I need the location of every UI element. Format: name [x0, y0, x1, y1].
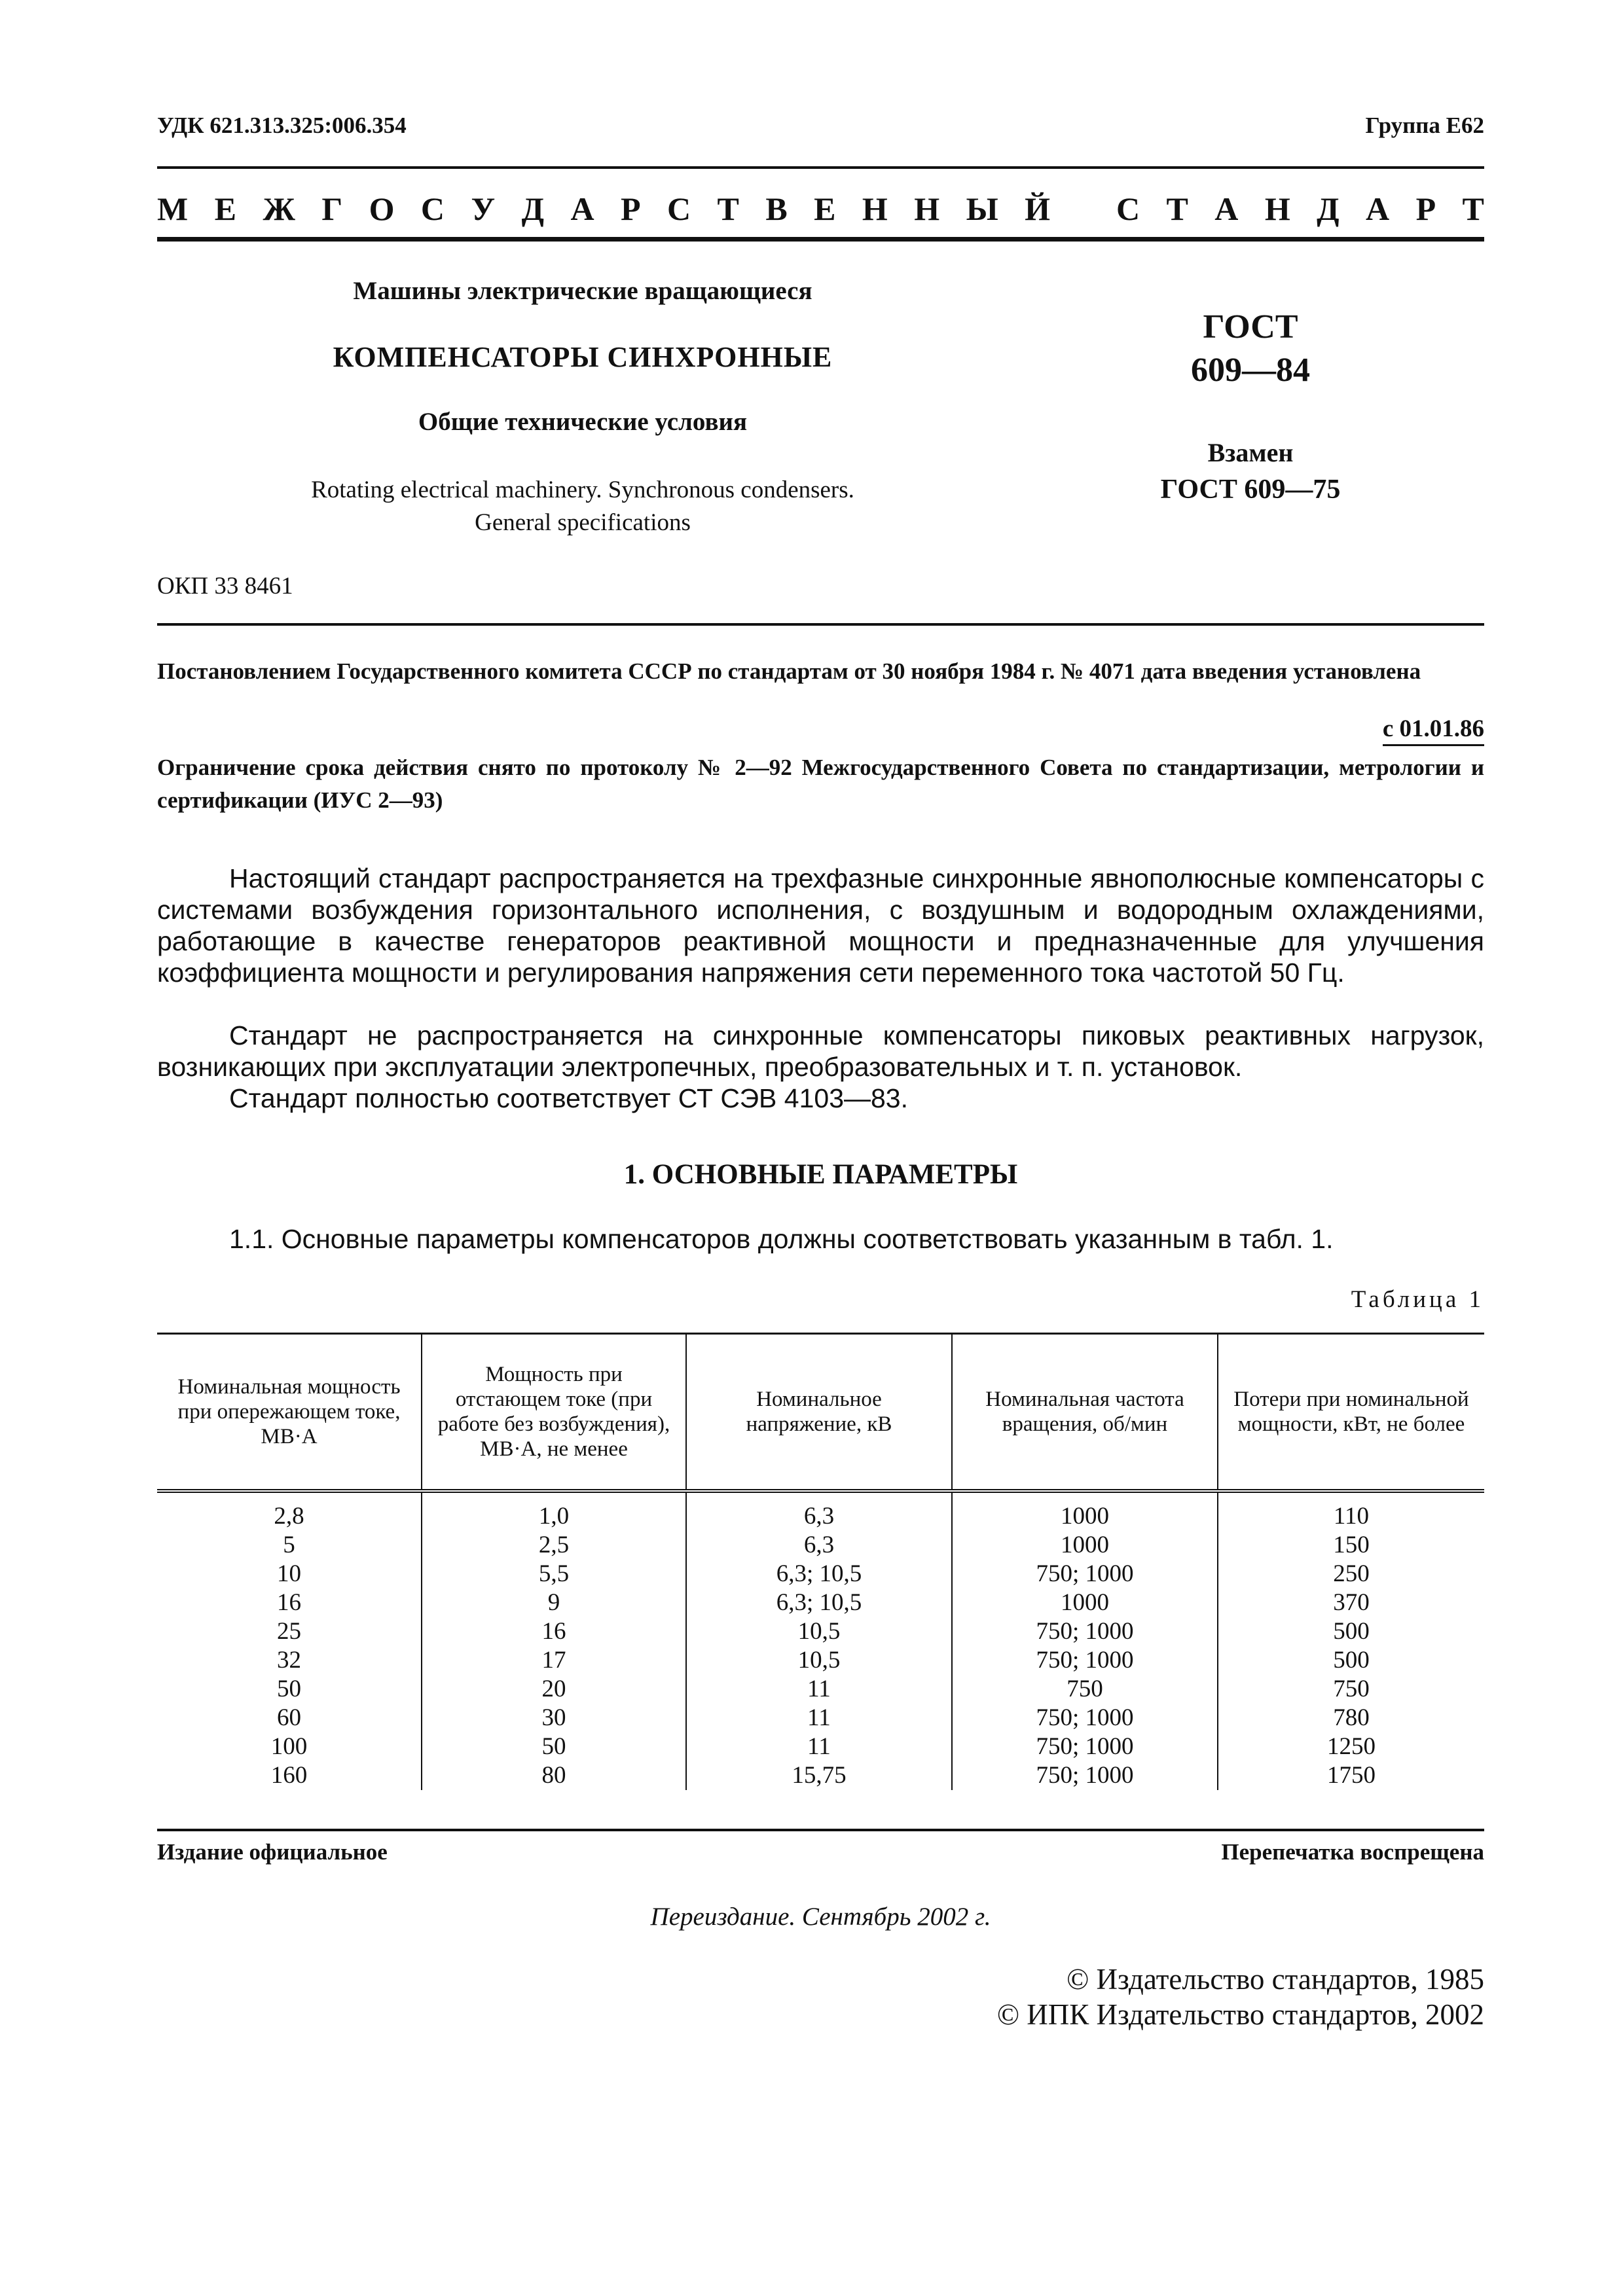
banner-word2-letter: Н	[1264, 190, 1290, 227]
table-row	[157, 1761, 1484, 1790]
title-block-rule	[157, 623, 1484, 626]
footer-rule	[157, 1829, 1484, 1831]
table-row	[157, 1491, 1484, 1531]
cell-rotation-speed: 750	[952, 1675, 1218, 1704]
banner-word1-letter: Е	[814, 190, 836, 227]
cell-losses: 150	[1218, 1531, 1484, 1560]
document-subtitle: Общие технические условия	[418, 408, 748, 436]
cell-power-leading: 160	[157, 1761, 422, 1790]
header-power-lagging: Мощность при отстающем токе (при работе без возбуждения), МВ·А, не менее	[422, 1334, 686, 1492]
parameters-table	[157, 1333, 1484, 1799]
cell-power-lagging: 2,5	[422, 1531, 686, 1560]
table-row	[157, 1646, 1484, 1675]
banner-word1-letter: Ж	[263, 190, 295, 227]
banner-word2-letter: Т	[1462, 190, 1484, 227]
banner-word1-letter: Й	[1025, 190, 1051, 227]
table-row	[157, 1675, 1484, 1704]
cell-voltage: 11	[686, 1675, 952, 1704]
cell-rotation-speed: 1000	[952, 1491, 1218, 1531]
cell-power-lagging: 20	[422, 1675, 686, 1704]
banner-word1-letter: Т	[717, 190, 739, 227]
cell-rotation-speed: 750; 1000	[952, 1761, 1218, 1790]
banner-gap	[1077, 190, 1090, 228]
cell-losses: 750	[1218, 1675, 1484, 1704]
table-row	[157, 1531, 1484, 1560]
cell-voltage: 6,3; 10,5	[686, 1588, 952, 1617]
banner-word2-letter: Р	[1415, 190, 1436, 227]
replaces-value: ГОСТ 609—75	[1160, 475, 1341, 505]
cell-power-lagging: 50	[422, 1732, 686, 1761]
header-power-leading: Номинальная мощность при опережающем токе, МВ·А	[157, 1334, 422, 1492]
limitation-text: Ограничение срока действия снято по протоколу № 2—92 Межгосударственного Совета по стандартизации, метрологии и сертификации (ИУС 2—93)	[157, 755, 1484, 813]
banner-word1-letter: С	[666, 190, 691, 227]
banner-word1-letter: М	[157, 190, 189, 227]
cell-losses: 1250	[1218, 1732, 1484, 1761]
udk-code: УДК 621.313.325:006.354	[157, 113, 407, 138]
banner-word2-letter: Д	[1317, 190, 1340, 227]
cell-power-leading: 10	[157, 1560, 422, 1588]
exclusion-paragraph: Стандарт не распространяется на синхронные компенсаторы пиковых реактивных нагрузок, возникающих при эксплуатации электропечных, преобразовательных и т. п. установок.	[157, 1020, 1484, 1082]
banner-word1-letter: Р	[621, 190, 641, 227]
document-title: КОМПЕНСАТОРЫ СИНХРОННЫЕ	[333, 341, 833, 373]
cell-losses: 250	[1218, 1560, 1484, 1588]
cell-voltage: 6,3; 10,5	[686, 1560, 952, 1588]
gost-number: 609—84	[1191, 351, 1310, 389]
cell-rotation-speed: 750; 1000	[952, 1646, 1218, 1675]
cell-rotation-speed: 750; 1000	[952, 1560, 1218, 1588]
english-title-line1: Rotating electrical machinery. Synchronous condensers.	[311, 476, 854, 503]
cell-rotation-speed: 1000	[952, 1588, 1218, 1617]
banner-word1-letter: В	[765, 190, 788, 227]
cell-power-leading: 5	[157, 1531, 422, 1560]
table-row	[157, 1560, 1484, 1588]
cell-power-lagging: 80	[422, 1761, 686, 1790]
cell-losses: 780	[1218, 1704, 1484, 1732]
cell-rotation-speed: 750; 1000	[952, 1617, 1218, 1646]
cell-power-leading: 100	[157, 1732, 422, 1761]
cell-voltage: 10,5	[686, 1646, 952, 1675]
cell-losses: 1750	[1218, 1761, 1484, 1790]
table-header-row	[157, 1334, 1484, 1492]
banner-word2-letter: С	[1116, 190, 1140, 227]
banner-word2-letter: Т	[1166, 190, 1188, 227]
english-title	[157, 474, 1008, 539]
clause-1-1: 1.1. Основные параметры компенсаторов должны соответствовать указанным в табл. 1.	[229, 1224, 1334, 1254]
banner-word1-letter: Ы	[966, 190, 998, 227]
cell-rotation-speed: 750; 1000	[952, 1732, 1218, 1761]
cell-power-lagging: 17	[422, 1646, 686, 1675]
cell-losses: 500	[1218, 1646, 1484, 1675]
effective-date: с 01.01.86	[1383, 715, 1484, 746]
subject-line: Машины электрические вращающиеся	[353, 277, 812, 305]
interstate-standard-banner	[157, 190, 1484, 228]
replaces-label: Взамен	[1207, 438, 1294, 467]
cell-losses: 500	[1218, 1617, 1484, 1646]
section-heading: 1. ОСНОВНЫЕ ПАРАМЕТРЫ	[623, 1159, 1018, 1190]
cell-voltage: 11	[686, 1732, 952, 1761]
banner-word1-letter: Д	[521, 190, 545, 227]
cell-voltage: 11	[686, 1704, 952, 1732]
header-voltage: Номинальное напряжение, кВ	[686, 1334, 952, 1492]
cell-power-lagging: 16	[422, 1617, 686, 1646]
gost-label: ГОСТ	[1203, 308, 1298, 346]
banner-word2-letter: А	[1366, 190, 1390, 227]
header-rotation-speed: Номинальная частота вращения, об/мин	[952, 1334, 1218, 1492]
banner-word1-letter: Г	[321, 190, 343, 227]
cell-power-leading: 16	[157, 1588, 422, 1617]
header-losses: Потери при номинальной мощности, кВт, не более	[1218, 1334, 1484, 1492]
official-edition: Издание официальное	[157, 1839, 388, 1865]
table-row	[157, 1732, 1484, 1761]
cell-power-lagging: 5,5	[422, 1560, 686, 1588]
banner-word1-letter: О	[369, 190, 395, 227]
banner-word1-letter: Н	[862, 190, 888, 227]
cell-rotation-speed: 750; 1000	[952, 1704, 1218, 1732]
banner-word1-letter: Н	[914, 190, 940, 227]
scope-paragraph: Настоящий стандарт распространяется на трехфазные синхронные явнополюсные компенсаторы с системами возбуждения горизонтального исполнения, с воздушным и водородным охлаждениями, работающие в качестве генераторов реактивной мощности и предназначенные для улучшения коэффициента мощности и регулирования напряжения сети переменного тока частотой 50 Гц.	[157, 863, 1484, 988]
top-rule	[157, 166, 1484, 169]
banner-word1-letter: С	[420, 190, 445, 227]
table-row	[157, 1704, 1484, 1732]
cell-power-leading: 50	[157, 1675, 422, 1704]
cell-losses: 110	[1218, 1491, 1484, 1531]
table-caption: Таблица 1	[1351, 1286, 1484, 1313]
copyright-1985: © Издательство стандартов, 1985	[1067, 1963, 1484, 1996]
banner-word1-letter: Е	[214, 190, 236, 227]
english-title-line2: General specifications	[475, 509, 691, 536]
conformity-paragraph: Стандарт полностью соответствует СТ СЭВ 4103—83.	[229, 1083, 908, 1113]
banner-rule	[157, 237, 1484, 242]
reprint-prohibited: Перепечатка воспрещена	[1221, 1839, 1484, 1865]
cell-voltage: 10,5	[686, 1617, 952, 1646]
cell-voltage: 6,3	[686, 1491, 952, 1531]
group-code: Группа Е62	[1365, 113, 1484, 138]
okp-code: ОКП 33 8461	[157, 573, 293, 600]
banner-word2-letter: А	[1214, 190, 1239, 227]
decree-text: Постановлением Государственного комитета СССР по стандартам от 30 ноября 1984 г. № 4071 дата введения установлена	[157, 658, 1421, 684]
cell-power-leading: 25	[157, 1617, 422, 1646]
cell-voltage: 6,3	[686, 1531, 952, 1560]
reissue-note: Переиздание. Сентябрь 2002 г.	[650, 1903, 991, 1931]
table-row	[157, 1617, 1484, 1646]
cell-power-lagging: 9	[422, 1588, 686, 1617]
cell-power-leading: 2,8	[157, 1491, 422, 1531]
table-row	[157, 1588, 1484, 1617]
table-body	[157, 1491, 1484, 1790]
copyright-2002: © ИПК Издательство стандартов, 2002	[996, 1998, 1484, 2031]
cell-power-lagging: 30	[422, 1704, 686, 1732]
banner-word1-letter: У	[471, 190, 496, 227]
cell-power-leading: 60	[157, 1704, 422, 1732]
cell-power-lagging: 1,0	[422, 1491, 686, 1531]
cell-power-leading: 32	[157, 1646, 422, 1675]
cell-losses: 370	[1218, 1588, 1484, 1617]
banner-word1-letter: А	[570, 190, 594, 227]
cell-voltage: 15,75	[686, 1761, 952, 1790]
cell-rotation-speed: 1000	[952, 1531, 1218, 1560]
